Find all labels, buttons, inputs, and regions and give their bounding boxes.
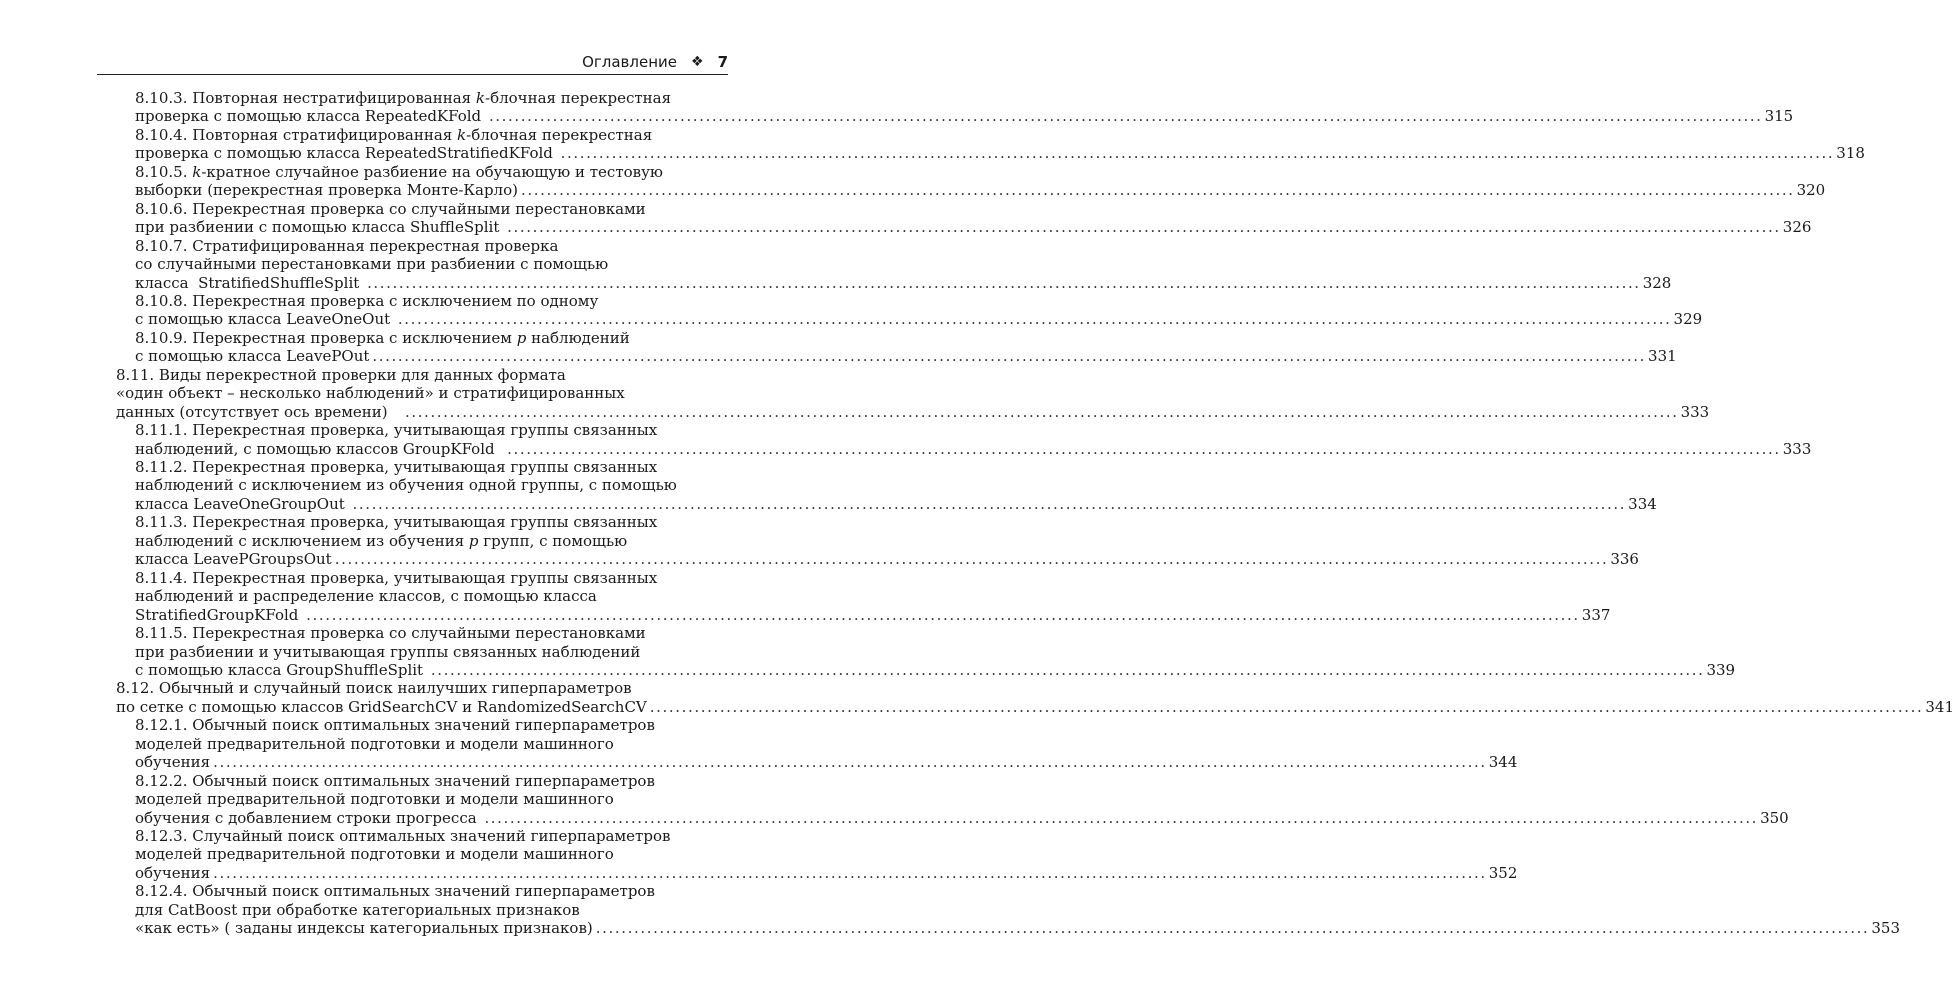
toc-line [135, 605, 1611, 625]
toc-line [135, 329, 630, 348]
toc-entry-text: наблюдений с исключением из обучения одной группы, с помощью [135, 476, 677, 495]
leader-dots: ........................................................................................................................................................................................................ [430, 660, 1705, 679]
toc-page-number: 315 [1764, 107, 1794, 126]
toc-entry-text: выборки (перекрестная проверка Монте-Карло) [135, 181, 518, 200]
toc-line [135, 421, 657, 440]
toc-entry-text: 8.11.3. Перекрестная проверка, учитывающая группы связанных [135, 513, 658, 532]
toc-line [135, 218, 1812, 237]
toc-entry-text: со случайными перестановками при разбиении с помощью [135, 255, 609, 274]
toc-entry-text: класса LeavePGroupsOut [135, 550, 332, 569]
toc-line [135, 735, 614, 754]
toc-page-number: 326 [1782, 218, 1812, 237]
leader-dots: ........................................................................................................................................................................................................ [397, 310, 1672, 329]
toc-line [135, 273, 1672, 293]
leader-dots: ........................................................................................................................................................................................................ [367, 273, 1641, 292]
toc-entry-text: обучения [135, 753, 211, 772]
toc-line [135, 772, 655, 791]
toc-line [135, 513, 657, 532]
toc-line [135, 310, 1703, 329]
toc-entry-text: 8.12. Обычный и случайный поиск наилучших гиперпараметров [116, 679, 632, 698]
toc-line [135, 458, 657, 477]
toc-entry-text: 8.10.8. Перекрестная проверка с исключением по одному [135, 291, 599, 310]
leader-dots: ........................................................................................................................................................................................................ [507, 439, 1781, 458]
toc-line [135, 808, 1789, 828]
toc-page-number: 331 [1648, 347, 1677, 366]
toc-page-number: 336 [1610, 550, 1639, 569]
toc-line [135, 494, 1657, 514]
running-header [97, 50, 728, 74]
toc-page-number: 333 [1680, 402, 1710, 421]
toc-line [135, 643, 640, 662]
toc-page-number: 333 [1782, 439, 1812, 458]
toc-entry-text: данных (отсутствует ось времени) [116, 402, 402, 421]
toc-line [135, 827, 670, 846]
toc-entry-text: обучения с добавлением строки прогресса [135, 808, 482, 827]
toc-line [135, 716, 655, 735]
toc-line [135, 163, 663, 182]
toc-line [116, 679, 632, 698]
toc-line [135, 660, 1736, 680]
toc-entry-text: наблюдений, с помощью классов GroupKFold [135, 439, 505, 458]
toc-entry-text: при разбиении с помощью класса ShuffleSplit [135, 218, 505, 237]
toc-line [135, 439, 1812, 459]
leader-dots: ........................................................................................................................................................................................................ [306, 605, 1580, 624]
toc-page-number: 350 [1760, 808, 1789, 827]
toc-entry-text: 8.10.6. Перекрестная проверка со случайными перестановками [135, 199, 646, 218]
leader-dots: ........................................................................................................................................................................................................ [520, 181, 1795, 200]
toc-entry-text: класса LeaveOneGroupOut [135, 494, 350, 513]
leader-dots: ........................................................................................................................................................................................................ [404, 402, 1679, 421]
toc-page-number: 352 [1488, 863, 1518, 882]
toc-page-number: 318 [1836, 144, 1865, 163]
header-rule [97, 74, 728, 75]
toc-entry-text: 8.12.4. Обычный поиск оптимальных значений гиперпараметров [135, 882, 655, 901]
toc-entry-text: с помощью класса LeavePOut [135, 347, 370, 366]
toc-entry-text: 8.12.1. Обычный поиск оптимальных значений гиперпараметров [135, 716, 655, 735]
toc-page-number: 341 [1925, 697, 1954, 716]
toc-entry-text: наблюдений и распределение классов, с помощью класса [135, 587, 597, 606]
toc-line [135, 126, 652, 145]
toc-entry-text: 8.10.5. k-кратное случайное разбиение на обучающую и тестовую [135, 162, 663, 181]
toc-entry-text: моделей предварительной подготовки и модели машинного [135, 790, 614, 809]
leader-dots: ........................................................................................................................................................................................................ [649, 697, 1924, 716]
toc-page-number: 334 [1628, 494, 1657, 513]
toc-entry-text: 8.12.2. Обычный поиск оптимальных значений гиперпараметров [135, 771, 655, 790]
toc-entry-text: 8.10.4. Повторная стратифицированная k-блочная перекрестная [135, 125, 653, 144]
toc-entry-text: с помощью класса GroupShuffleSplit [135, 660, 428, 679]
toc-line [135, 292, 598, 311]
toc-page-number: 329 [1673, 310, 1703, 329]
toc-line [135, 476, 677, 495]
toc-line [116, 366, 566, 385]
leader-dots: ........................................................................................................................................................................................................ [372, 347, 1647, 366]
toc-entry-text: при разбиении и учитывающая группы связанных наблюдений [135, 642, 641, 661]
header-title: Оглавление [582, 53, 677, 71]
leader-dots: ........................................................................................................................................................................................................ [488, 107, 1763, 126]
toc-line [135, 532, 627, 551]
toc-line [135, 569, 657, 588]
leader-dots: ........................................................................................................................................................................................................ [352, 494, 1627, 513]
toc-entry-text: 8.11.1. Перекрестная проверка, учитывающая группы связанных [135, 421, 658, 440]
leader-dots: ........................................................................................................................................................................................................ [507, 218, 1781, 237]
toc-line [116, 402, 1710, 422]
toc-line [135, 845, 614, 864]
toc-entry-text: 8.11.2. Перекрестная проверка, учитывающая группы связанных [135, 458, 658, 476]
leader-dots: ........................................................................................................................................................................................................ [334, 550, 1609, 569]
leader-dots: ........................................................................................................................................................................................................ [484, 808, 1759, 827]
toc-entry-text: 8.10.9. Перекрестная проверка с исключением p наблюдений [135, 328, 630, 347]
toc-line [135, 144, 1865, 163]
toc-entry-text: для CatBoost при обработке категориальных признаков [135, 900, 580, 919]
toc-line [135, 882, 655, 901]
toc-entry-text: StratifiedGroupKFold [135, 605, 304, 624]
leader-dots: ........................................................................................................................................................................................................ [595, 919, 1870, 938]
toc-entry-text: класса StratifiedShuffleSplit [135, 273, 365, 292]
toc-page-number: 344 [1488, 753, 1518, 772]
toc-line [135, 255, 608, 274]
toc-entry-text: по сетке с помощью классов GridSearchCV и RandomizedSearchCV [116, 697, 647, 716]
fleuron-icon: ❖ [691, 54, 704, 70]
toc-entry-text: 8.11.4. Перекрестная проверка, учитывающая группы связанных [135, 568, 658, 587]
toc-entry-text: обучения [135, 863, 211, 882]
toc-entry-text: с помощью класса LeaveOneOut [135, 310, 395, 329]
toc-entry-text: 8.12.3. Случайный поиск оптимальных значений гиперпараметров [135, 827, 671, 845]
toc-entry-text: моделей предварительной подготовки и модели машинного [135, 734, 614, 753]
toc-line [135, 624, 646, 643]
toc-line [135, 200, 646, 219]
toc-line [135, 89, 671, 108]
toc-entry-text: 8.11. Виды перекрестной проверки для данных формата [116, 365, 566, 384]
toc-entry-text: «как есть» ( заданы индексы категориальных признаков) [135, 919, 593, 938]
toc-page-number: 328 [1642, 273, 1672, 292]
toc-entry-text: 8.10.3. Повторная нестратифицированная k-блочная перекрестная [135, 89, 672, 107]
leader-dots: ........................................................................................................................................................................................................ [560, 144, 1835, 163]
toc-entry-text: 8.10.7. Стратифицированная перекрестная проверка [135, 236, 559, 255]
toc-line [135, 863, 1518, 883]
toc-entry-text: «один объект – несколько наблюдений» и стратифицированных [116, 384, 625, 403]
toc-line [135, 237, 558, 256]
toc-line [135, 347, 1677, 366]
toc-entry-text: 8.11.5. Перекрестная проверка со случайными перестановками [135, 624, 646, 643]
toc-line [116, 697, 1954, 717]
toc-line [135, 181, 1826, 200]
leader-dots: ........................................................................................................................................................................................................ [213, 753, 1487, 772]
toc-line [135, 790, 614, 809]
toc-line [135, 587, 597, 606]
toc-page-number: 337 [1581, 605, 1611, 624]
toc-entry-text: проверка с помощью класса RepeatedKFold [135, 107, 486, 126]
toc-entry-text: проверка с помощью класса RepeatedStratifiedKFold [135, 144, 558, 163]
toc-line [135, 919, 1901, 938]
toc-line [135, 901, 580, 920]
toc-entry-text: наблюдений с исключением из обучения p групп, с помощью [135, 531, 628, 550]
toc-entry-text: моделей предварительной подготовки и модели машинного [135, 845, 614, 864]
toc-line [116, 384, 625, 403]
leader-dots: ........................................................................................................................................................................................................ [213, 863, 1487, 882]
toc-line [135, 550, 1639, 569]
toc-page-number: 339 [1706, 660, 1736, 679]
toc-page-number: 320 [1796, 181, 1826, 200]
page-number: 7 [717, 53, 728, 71]
toc-page-number: 353 [1871, 919, 1901, 938]
toc-line [135, 753, 1518, 772]
toc-line [135, 107, 1794, 126]
